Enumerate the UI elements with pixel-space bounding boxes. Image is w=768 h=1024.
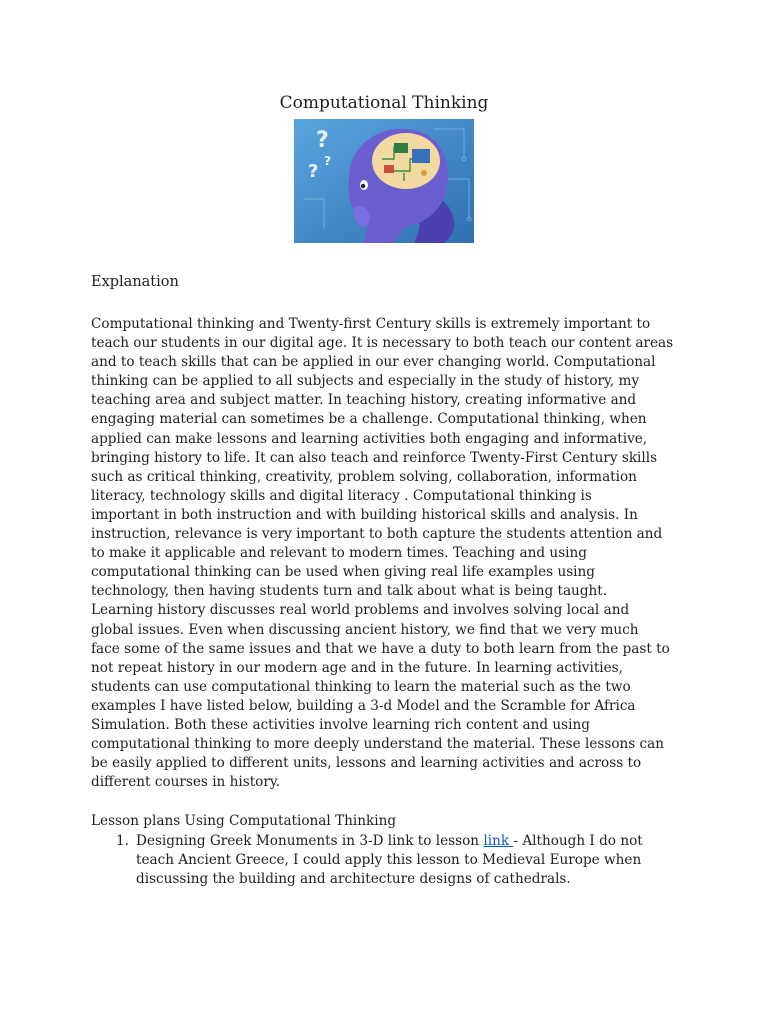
paragraph-line: such as critical thinking, creativity, problem solving, collaboration, information bbox=[91, 468, 637, 485]
paragraph-line: and to teach skills that can be applied in our ever changing world. Computational bbox=[91, 354, 656, 371]
paragraph-line: examples I have listed below, building a 3-d Model and the Scramble for Africa bbox=[91, 697, 636, 714]
svg-text:?: ? bbox=[316, 128, 329, 153]
lesson-line: discussing the building and architecture designs of cathedrals. bbox=[136, 871, 571, 888]
paragraph-line: engaging material can sometimes be a challenge. Computational thinking, when bbox=[91, 411, 647, 428]
svg-text:?: ? bbox=[308, 161, 319, 182]
thinking-child-illustration bbox=[294, 119, 474, 243]
brain-circuit-icon bbox=[294, 119, 474, 243]
paragraph-line: teach our students in our digital age. It is necessary to both teach our content areas bbox=[91, 335, 674, 352]
paragraph-line: teaching area and subject matter. In teaching history, creating informative and bbox=[91, 392, 637, 409]
paragraph-line: face some of the same issues and that we have a duty to both learn from the past to bbox=[91, 640, 670, 657]
document-title: Computational Thinking bbox=[279, 93, 489, 113]
paragraph-line: to make it applicable and relevant to modern times. Teaching and using bbox=[91, 545, 587, 562]
paragraph-line: computational thinking to more deeply understand the material. These lessons can bbox=[91, 736, 665, 753]
paragraph-line: be easily applied to different units, lessons and learning activities and across to bbox=[91, 755, 642, 772]
paragraph-line: Learning history discusses real world problems and involves solving local and bbox=[91, 602, 630, 619]
paragraph-line: students can use computational thinking to learn the material such as the two bbox=[91, 678, 631, 695]
paragraph-line: instruction, relevance is very important to both capture the students attention and bbox=[91, 526, 663, 543]
list-item bbox=[91, 832, 691, 889]
paragraph-line: applied can make lessons and learning activities both engaging and informative, bbox=[91, 430, 648, 447]
lesson-text: Designing Greek Monuments in 3-D link to lesson bbox=[136, 833, 484, 849]
paragraph-line: not repeat history in our modern age and in the future. In learning activities, bbox=[91, 659, 623, 676]
lesson-text: - Although I do not bbox=[513, 833, 643, 849]
paragraph-line: thinking can be applied to all subjects and especially in the study of history, my bbox=[91, 373, 640, 390]
paragraph-line: Simulation. Both these activities involve learning rich content and using bbox=[91, 716, 590, 733]
lesson-list bbox=[91, 832, 691, 889]
paragraph-line: different courses in history. bbox=[91, 774, 281, 791]
lesson-line bbox=[136, 832, 691, 851]
paragraph-line: technology, then having students turn and talk about what is being taught. bbox=[91, 583, 608, 600]
list-number: 1. bbox=[116, 833, 129, 849]
paragraph-line: Computational thinking and Twenty-first Century skills is extremely important to bbox=[91, 316, 651, 332]
svg-text:?: ? bbox=[324, 154, 331, 168]
paragraph-line: literacy, technology skills and digital literacy . Computational thinking is bbox=[91, 487, 592, 504]
paragraph-line: computational thinking can be used when giving real life examples using bbox=[91, 564, 595, 581]
paragraph-line: bringing history to life. It can also teach and reinforce Twenty-First Century skills bbox=[91, 449, 658, 466]
paragraph-line: global issues. Even when discussing ancient history, we find that we very much bbox=[91, 621, 639, 638]
lesson-plans-heading: Lesson plans Using Computational Thinking bbox=[91, 813, 397, 829]
paragraph-line: important in both instruction and with building historical skills and analysis. In bbox=[91, 506, 638, 523]
explanation-paragraph bbox=[91, 315, 691, 792]
lesson-link[interactable]: link bbox=[483, 833, 514, 849]
lesson-line: teach Ancient Greece, I could apply this lesson to Medieval Europe when bbox=[136, 852, 642, 869]
section-heading-explanation: Explanation bbox=[91, 274, 179, 290]
